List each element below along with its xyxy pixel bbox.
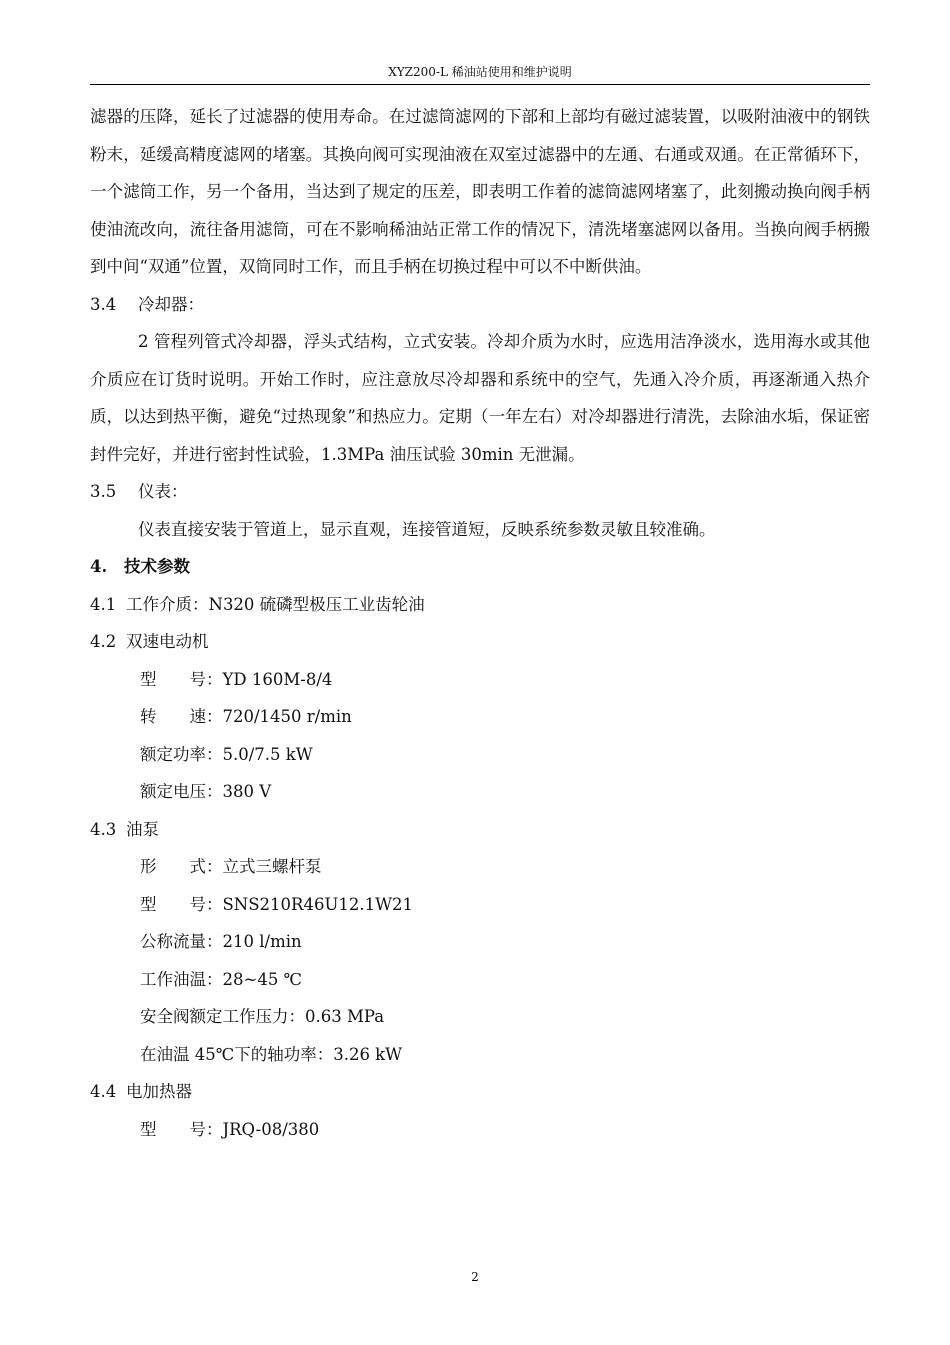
spec-row-pump-type <box>90 848 870 886</box>
section-number: 4.2 <box>90 632 117 651</box>
spec-value: 210 l/min <box>222 932 302 951</box>
spec-value: 720/1450 r/min <box>222 707 352 726</box>
section-4-2-heading <box>90 623 870 661</box>
spec-row-motor-voltage <box>90 773 870 811</box>
running-header: XYZ200-L 稀油站使用和维护说明 <box>388 65 572 79</box>
spec-row-pump-flow <box>90 923 870 961</box>
section-title: 双速电动机 <box>126 632 209 651</box>
spec-row-pump-safety-valve <box>90 998 870 1036</box>
section-number: 3.5 <box>90 482 117 501</box>
spec-key: 额定功率： <box>140 744 223 764</box>
spec-value: 28~45 ℃ <box>222 969 303 989</box>
spec-key: 在油温 45℃下的轴功率： <box>140 1044 334 1064</box>
section-title: 冷却器： <box>138 294 204 314</box>
spec-key: 公称流量： <box>140 932 223 951</box>
continuation-paragraph: 滤器的压降，延长了过滤器的使用寿命。在过滤筒滤网的下部和上部均有磁过滤装置，以吸附油液中的钢铁粉末，延缓高精度滤网的堵塞。其换向阀可实现油液在双室过滤器中的左通、右通或双通。在正常循环下，一个滤筒工作，另一个备用，当达到了规定的压差，即表明工作着的滤筒滤网堵塞了，此刻搬动换向阀手柄使油流改向，流往备用滤筒，可在不影响稀油站正常工作的情况下，清洗堵塞滤网以备用。当换向阀手柄搬到中间“双通”位置，双筒同时工作，而且手柄在切换过程中可以不中断供油。 <box>90 107 870 276</box>
spec-value: 立式三螺杆泵 <box>222 857 322 876</box>
spec-key: 形 式： <box>140 857 223 876</box>
section-3-4-body: 2 管程列管式冷却器，浮头式结构，立式安装。冷却介质为水时，应选用洁净淡水，选用海水或其他介质应在订货时说明。开始工作时，应注意放尽冷却器和系统中的空气，先通入冷介质，再逐渐通入热介质，以达到热平衡，避免“过热现象”和热应力。定期（一年左右）对冷却器进行清洗，去除油水垢，保证密封件完好，并进行密封性试验，1.3MPa 油压试验 30min 无泄漏。 <box>90 332 870 464</box>
section-title: 油泵 <box>126 819 159 839</box>
spec-row-heater-model <box>90 1111 870 1149</box>
spec-key: 型 号： <box>140 669 223 689</box>
spec-key: 安全阀额定工作压力： <box>140 1007 305 1026</box>
spec-value: 5.0/7.5 kW <box>222 744 313 764</box>
spec-key: 型 号： <box>140 894 223 914</box>
spec-value: SNS210R46U12.1W21 <box>222 894 414 914</box>
spec-key: 工作油温： <box>140 969 223 989</box>
section-number: 4.3 <box>90 819 117 839</box>
section-4-1 <box>90 586 870 624</box>
spec-value: YD 160M-8/4 <box>222 669 333 689</box>
spec-row-motor-speed <box>90 698 870 736</box>
spec-key: 转 速： <box>140 707 223 726</box>
spec-row-motor-power <box>90 736 870 774</box>
section-3-5-body: 仪表直接安装于管道上，显示直观，连接管道短，反映系统参数灵敏且较准确。 <box>138 519 716 539</box>
section-title: 电加热器 <box>126 1082 192 1101</box>
spec-row-motor-model <box>90 661 870 699</box>
spec-value: 3.26 kW <box>333 1044 403 1064</box>
spec-row-pump-model <box>90 886 870 924</box>
section-number: 3.4 <box>90 294 117 314</box>
section-number: 4. <box>90 557 108 576</box>
header-rule <box>90 84 870 85</box>
section-4-heading <box>90 548 870 586</box>
page-number: 2 <box>471 1270 479 1284</box>
section-text: 工作介质：N320 硫磷型极压工业齿轮油 <box>126 594 425 614</box>
section-4-4-heading <box>90 1073 870 1111</box>
section-title: 技术参数 <box>124 557 190 576</box>
spec-row-pump-shaft-power <box>90 1036 870 1074</box>
spec-value: 0.63 MPa <box>305 1007 385 1026</box>
spec-key: 型 号： <box>140 1119 223 1139</box>
section-title: 仪表： <box>138 482 188 501</box>
spec-row-pump-oil-temp <box>90 961 870 999</box>
section-3-4-heading <box>90 286 870 324</box>
spec-value: JRQ-08/380 <box>222 1119 320 1139</box>
section-number: 4.4 <box>90 1082 117 1101</box>
section-number: 4.1 <box>90 594 117 614</box>
section-4-3-heading <box>90 811 870 849</box>
section-3-5-heading <box>90 473 870 511</box>
spec-key: 额定电压： <box>140 782 223 801</box>
spec-value: 380 V <box>222 782 272 801</box>
document-body <box>90 98 870 1148</box>
